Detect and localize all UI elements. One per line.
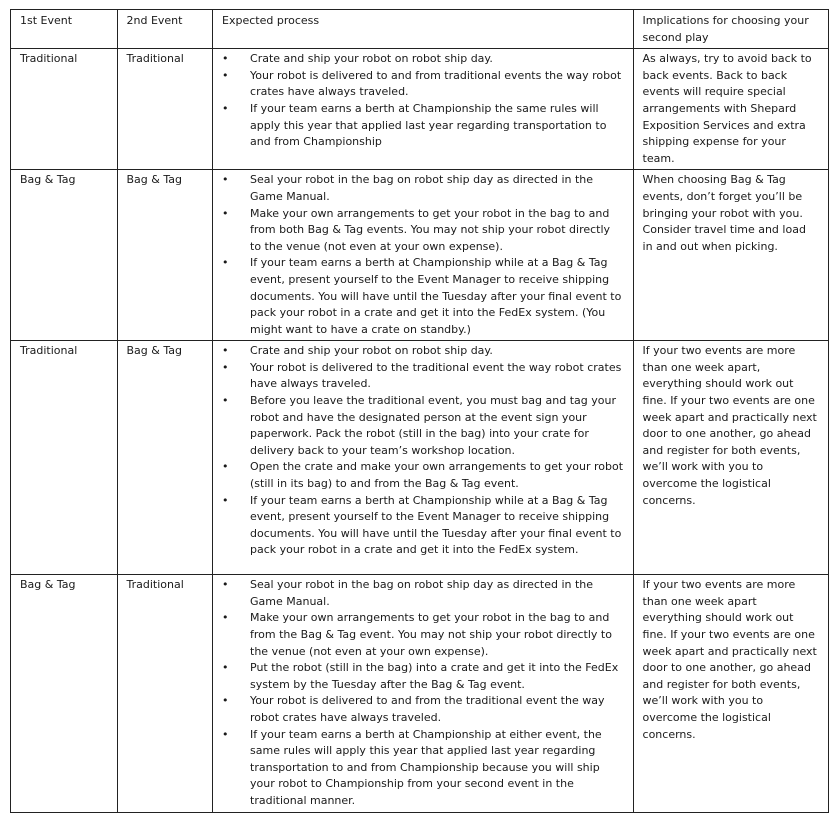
cell-1st-event: Traditional <box>11 49 118 170</box>
cell-implications: As always, try to avoid back to back events. Back to back events will require special arrangements with Shepard Exposition Services and extra shipping expense for your team. <box>633 49 828 170</box>
cell-2nd-event: Traditional <box>117 49 213 170</box>
process-step: • If your team earns a berth at Championship while at a Bag & Tag event, present yourself to the Event Manager to receive shipping documents. You will have until the Tuesday after your final event to pack your robot in a crate and get it into the FedEx system. (You might want to have a crate on standby.) <box>222 255 624 338</box>
cell-expected-process <box>213 575 634 812</box>
process-step: • Open the crate and make your own arrangements to get your robot (still in its bag) to and from the Bag & Tag event. <box>222 459 624 492</box>
cell-1st-event: Bag & Tag <box>11 170 118 341</box>
cell-implications: When choosing Bag & Tag events, don’t forget you’ll be bringing your robot with you. Consider travel time and load in and out when picking. <box>633 170 828 341</box>
process-step: • Before you leave the traditional event, you must bag and tag your robot and have the designated person at the event sign your paperwork. Pack the robot (still in the bag) into your crate for delivery back to your team’s workshop location. <box>222 393 624 459</box>
process-step: • Seal your robot in the bag on robot ship day as directed in the Game Manual. <box>222 577 624 610</box>
process-step: • Your robot is delivered to the traditional event the way robot crates have always traveled. <box>222 360 624 393</box>
cell-implications: If your two events are more than one week apart everything should work out fine. If your two events are one week apart and practically next door to one another, go ahead and register for both events, we’ll work with you to overcome the logistical concerns. <box>633 575 828 812</box>
cell-expected-process <box>213 170 634 341</box>
process-step: • Your robot is delivered to and from traditional events the way robot crates have always traveled. <box>222 68 624 101</box>
cell-implications: If your two events are more than one week apart, everything should work out fine. If your two events are one week apart and practically next door to one another, go ahead and register for both events, we’ll work with you to overcome the logistical concerns. <box>633 341 828 575</box>
process-step: • Crate and ship your robot on robot ship day. <box>222 343 624 360</box>
table-row <box>11 341 829 575</box>
cell-2nd-event: Bag & Tag <box>117 170 213 341</box>
process-step: • Put the robot (still in the bag) into a crate and get it into the FedEx system by the Tuesday after the Bag & Tag event. <box>222 660 624 693</box>
process-list <box>222 343 624 559</box>
process-step: • If your team earns a berth at Championship while at a Bag & Tag event, present yourself to the Event Manager to receive shipping documents. You will have until the Tuesday after your final event to pack your robot in a crate and get it into the FedEx system. <box>222 493 624 559</box>
process-step: • Make your own arrangements to get your robot in the bag to and from the Bag & Tag event. You may not ship your robot directly to the venue (not even at your own expense). <box>222 610 624 660</box>
cell-expected-process <box>213 49 634 170</box>
process-step: • If your team earns a berth at Championship the same rules will apply this year that applied last year regarding transportation to and from Championship <box>222 101 624 151</box>
process-list <box>222 577 624 809</box>
cell-2nd-event: Bag & Tag <box>117 341 213 575</box>
table-row <box>11 49 829 170</box>
cell-1st-event: Traditional <box>11 341 118 575</box>
header-row <box>11 10 829 49</box>
process-list <box>222 51 624 151</box>
event-combination-table <box>10 9 829 813</box>
cell-2nd-event: Traditional <box>117 575 213 812</box>
header-2nd-event: 2nd Event <box>117 10 213 49</box>
header-implications: Implications for choosing your second play <box>633 10 828 49</box>
process-step: • Seal your robot in the bag on robot ship day as directed in the Game Manual. <box>222 172 624 205</box>
process-step: • Crate and ship your robot on robot ship day. <box>222 51 624 68</box>
table-row <box>11 575 829 812</box>
header-1st-event: 1st Event <box>11 10 118 49</box>
process-step: • Your robot is delivered to and from the traditional event the way robot crates have always traveled. <box>222 693 624 726</box>
process-step: • Make your own arrangements to get your robot in the bag to and from both Bag & Tag events. You may not ship your robot directly to the venue (not even at your own expense). <box>222 206 624 256</box>
header-expected-process: Expected process <box>213 10 634 49</box>
process-list <box>222 172 624 338</box>
table-row <box>11 170 829 341</box>
cell-1st-event: Bag & Tag <box>11 575 118 812</box>
cell-expected-process <box>213 341 634 575</box>
process-step: • If your team earns a berth at Championship at either event, the same rules will apply this year that applied last year regarding transportation to and from Championship because you will ship your robot to Championship from your second event in the traditional manner. <box>222 727 624 810</box>
